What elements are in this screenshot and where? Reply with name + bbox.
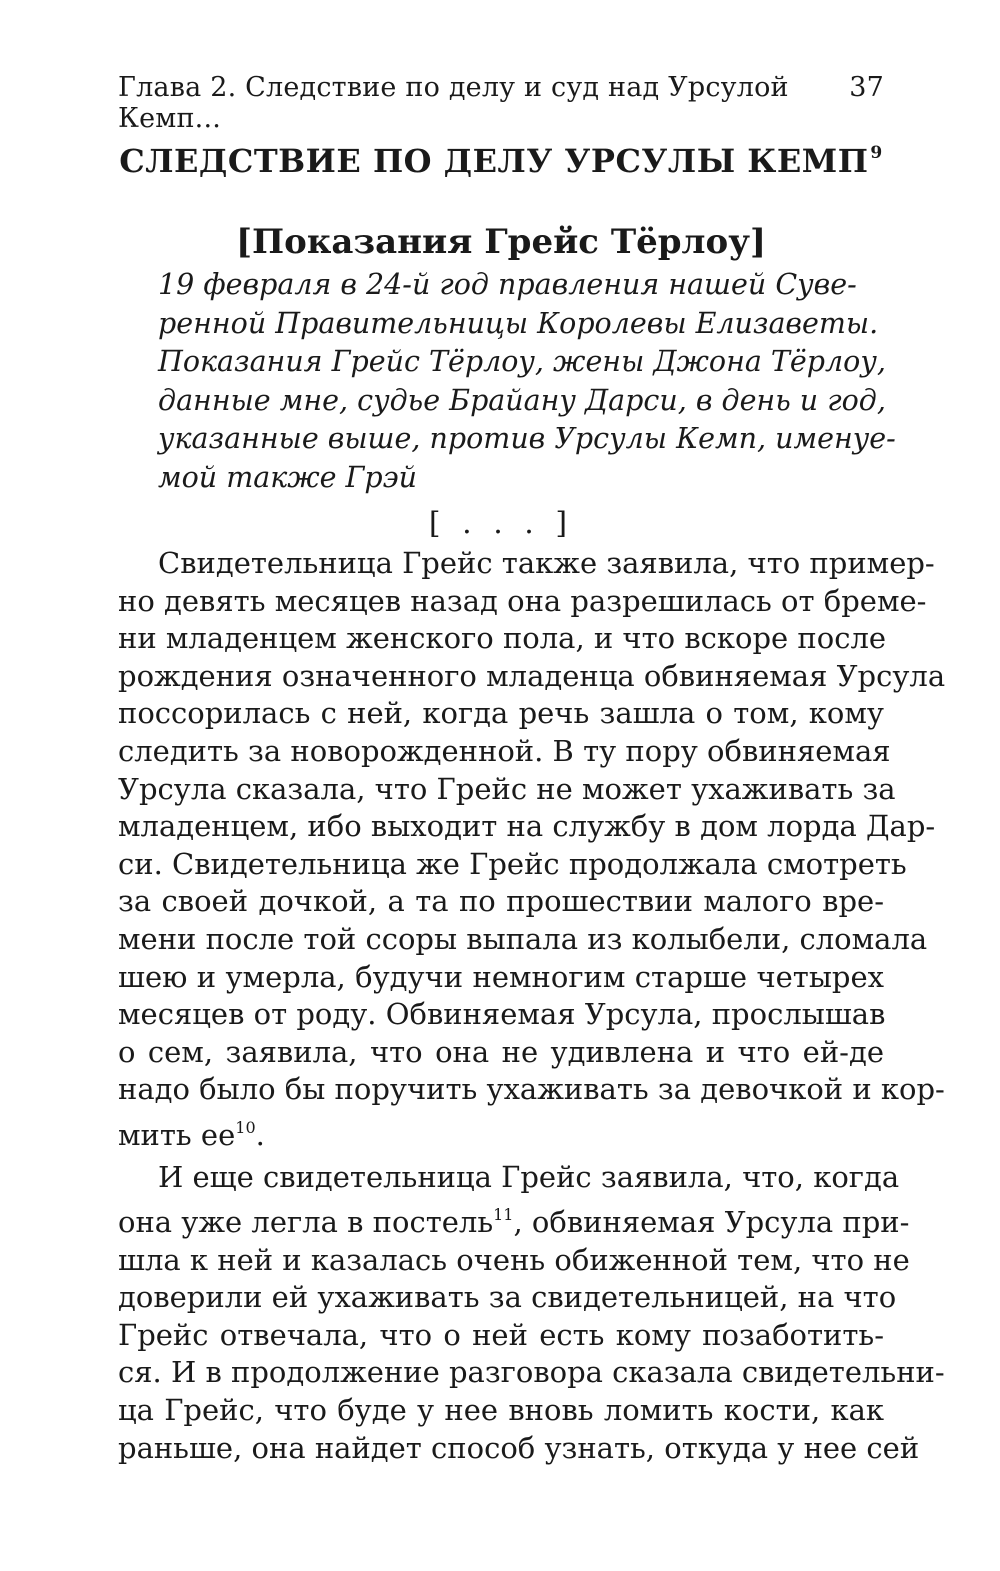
paragraph-line: Грейс отвечала, что о ней есть кому позаботить-	[118, 1317, 884, 1352]
paragraph-line: следить за новорожденной. В ту пору обвиняемая	[118, 733, 891, 768]
paragraph-line: месяцев от роду. Обвиняемая Урсула, прослышав	[118, 997, 886, 1032]
subsection-title: [Показания Грейс Тёрлоу]	[235, 222, 767, 262]
paragraph-line: рождения означенного младенца обвиняемая Урсула	[118, 658, 946, 693]
paragraph-line	[118, 1109, 884, 1155]
header-note-line: мой также Грэй	[158, 460, 417, 494]
paragraph-line: си. Свидетельница же Грейс продолжала смотреть	[118, 846, 907, 881]
paragraph-line-end: , обвиняемая Урсула при-	[513, 1205, 910, 1240]
paragraph-line: И еще свидетельница Грейс заявила, что, когда	[158, 1159, 900, 1194]
running-header	[118, 72, 884, 134]
body-text	[118, 545, 946, 1467]
paragraph-line: Свидетельница Грейс также заявила, что пример-	[158, 546, 935, 580]
paragraph-line: Урсула сказала, что Грейс не может ухаживать за	[118, 771, 896, 806]
page-number: 37	[849, 72, 884, 103]
paragraph-line: мени после той ссоры выпала из колыбели, сломала	[118, 921, 928, 956]
paragraph-line: шла к ней и казалась очень обиженной тем, что не	[118, 1242, 910, 1277]
paragraph-line: доверили ей ухаживать за свидетельницей, на что	[118, 1280, 897, 1315]
paragraph-line: ца Грейс, что буде у нее вновь ломить кости, как	[118, 1393, 884, 1428]
document-header-note	[158, 266, 896, 497]
paragraph-line: раньше, она найдет способ узнать, откуда у нее сей	[118, 1430, 920, 1465]
header-note-line: Показания Грейс Тёрлоу, жены Джона Тёрлоу,	[158, 345, 886, 378]
header-note-line: данные мне, судье Брайану Дарси, в день и год,	[158, 383, 886, 417]
paragraph-line: за своей дочкой, а та по прошествии малого вре-	[118, 884, 884, 919]
book-page	[118, 0, 946, 1571]
paragraph-line: о сем, заявила, что она не удивлена и что ей-де	[118, 1034, 884, 1069]
paragraph-line: ни младенцем женского пола, и что вскоре после	[118, 621, 887, 656]
paragraph-line: но девять месяцев назад она разрешилась от бреме-	[118, 583, 927, 618]
paragraph-line: ся. И в продолжение разговора сказала свидетельни-	[118, 1355, 945, 1390]
header-note-line: 19 февраля в 24-й год правления нашей Суве-	[158, 268, 857, 301]
header-note-line: указанные выше, против Урсулы Кемп, именуе-	[158, 422, 896, 455]
header-note-line: ренной Правительницы Королевы Елизаветы.	[158, 306, 879, 340]
running-header-title: Глава 2. Следствие по делу и суд над Урсулой Кемп...	[118, 72, 789, 134]
section-title-text: СЛЕДСТВИЕ ПО ДЕЛУ УРСУЛЫ КЕМП	[119, 142, 869, 180]
footnote-mark: 9	[870, 143, 883, 163]
paragraph-line-text: мить ее	[118, 1117, 236, 1152]
paragraph-line-text: она уже легла в постель	[118, 1205, 494, 1240]
omission-marker: [ . . . ]	[428, 506, 574, 541]
section-title	[118, 142, 884, 180]
paragraph-line: шею и умерла, будучи немногим старше четырех	[118, 959, 884, 994]
footnote-mark: 11	[493, 1205, 514, 1225]
paragraph-line-end: .	[255, 1117, 265, 1152]
paragraph-line: младенцем, ибо выходит на службу в дом лорда Дар-	[118, 809, 936, 844]
paragraph-line	[118, 1196, 910, 1242]
footnote-mark: 10	[235, 1117, 256, 1137]
paragraph-line: надо было бы поручить ухаживать за девочкой и кор-	[118, 1072, 945, 1107]
paragraph-line: поссорилась с ней, когда речь зашла о том, кому	[118, 696, 884, 731]
